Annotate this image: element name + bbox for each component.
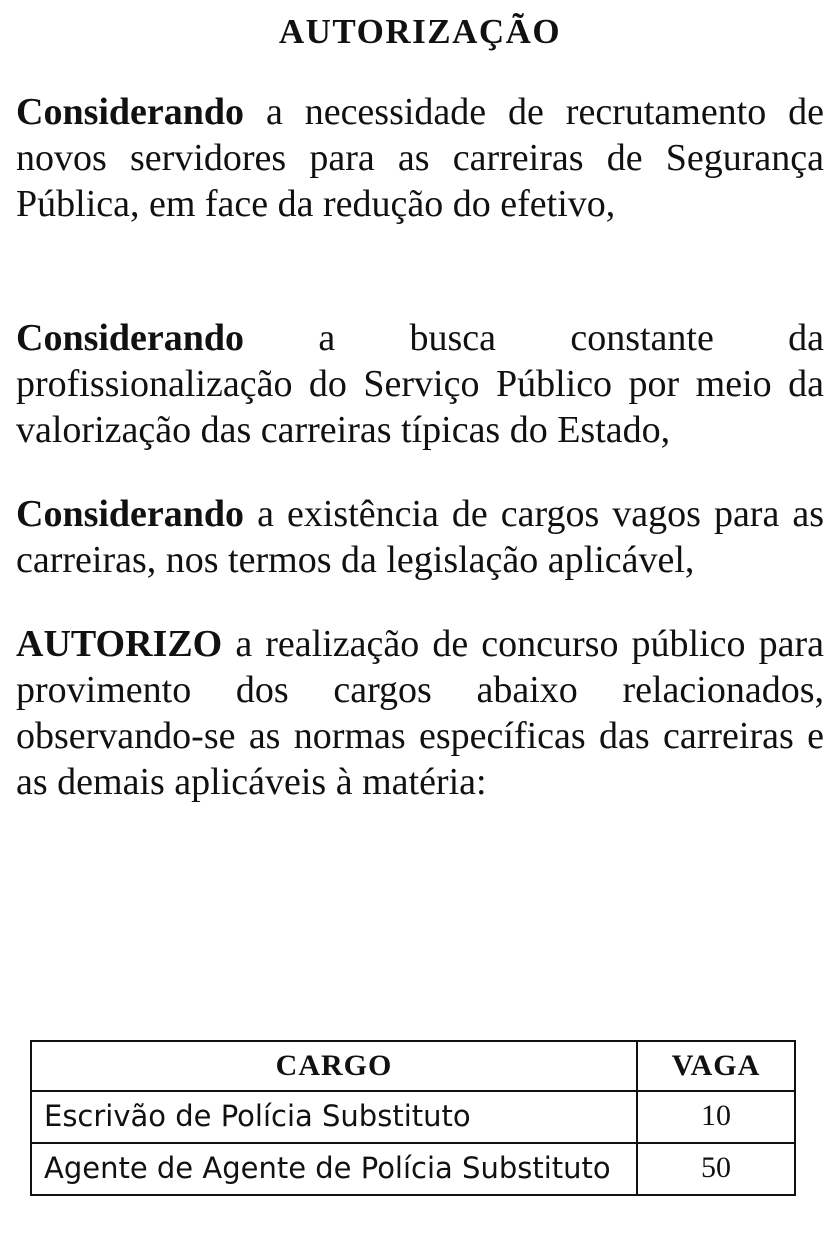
cell-vaga: 50 <box>637 1143 795 1195</box>
column-header-vaga: VAGA <box>637 1041 795 1091</box>
paragraph-considerando-3 <box>16 491 824 583</box>
paragraph-autorizo <box>16 621 824 805</box>
paragraph-lead: Considerando <box>16 317 245 359</box>
document-title: AUTORIZAÇÃO <box>278 12 562 51</box>
cell-cargo: Escrivão de Polícia Substituto <box>31 1091 637 1143</box>
cell-vaga: 10 <box>637 1091 795 1143</box>
paragraph-lead: Considerando <box>16 91 245 133</box>
paragraph-considerando-1 <box>16 89 824 227</box>
vacancies-table <box>30 1040 796 1196</box>
paragraph-text: a busca constante da profissionalização do Serviço Público por meio da valorização das carreiras típicas do Estado, <box>16 317 824 451</box>
paragraph-text: a necessidade de recrutamento de novos servidores para as carreiras de Segurança Pública, em face da redução do efetivo, <box>16 91 824 225</box>
paragraph-considerando-2 <box>16 315 824 453</box>
paragraph-lead: AUTORIZO <box>16 623 223 665</box>
paragraph-lead: Considerando <box>16 493 245 535</box>
paragraph-text: a existência de cargos vagos para as carreiras, nos termos da legislação aplicável, <box>16 493 824 581</box>
column-header-cargo: CARGO <box>31 1041 637 1091</box>
cell-cargo: Agente de Agente de Polícia Substituto <box>31 1143 637 1195</box>
document-page <box>16 0 824 805</box>
table-row <box>31 1091 795 1143</box>
table-row <box>31 1143 795 1195</box>
paragraph-text: a realização de concurso público para provimento dos cargos abaixo relacionados, observando-se as normas específicas das carreiras e as demais aplicáveis à matéria: <box>16 623 824 803</box>
table-header-row <box>31 1041 795 1091</box>
